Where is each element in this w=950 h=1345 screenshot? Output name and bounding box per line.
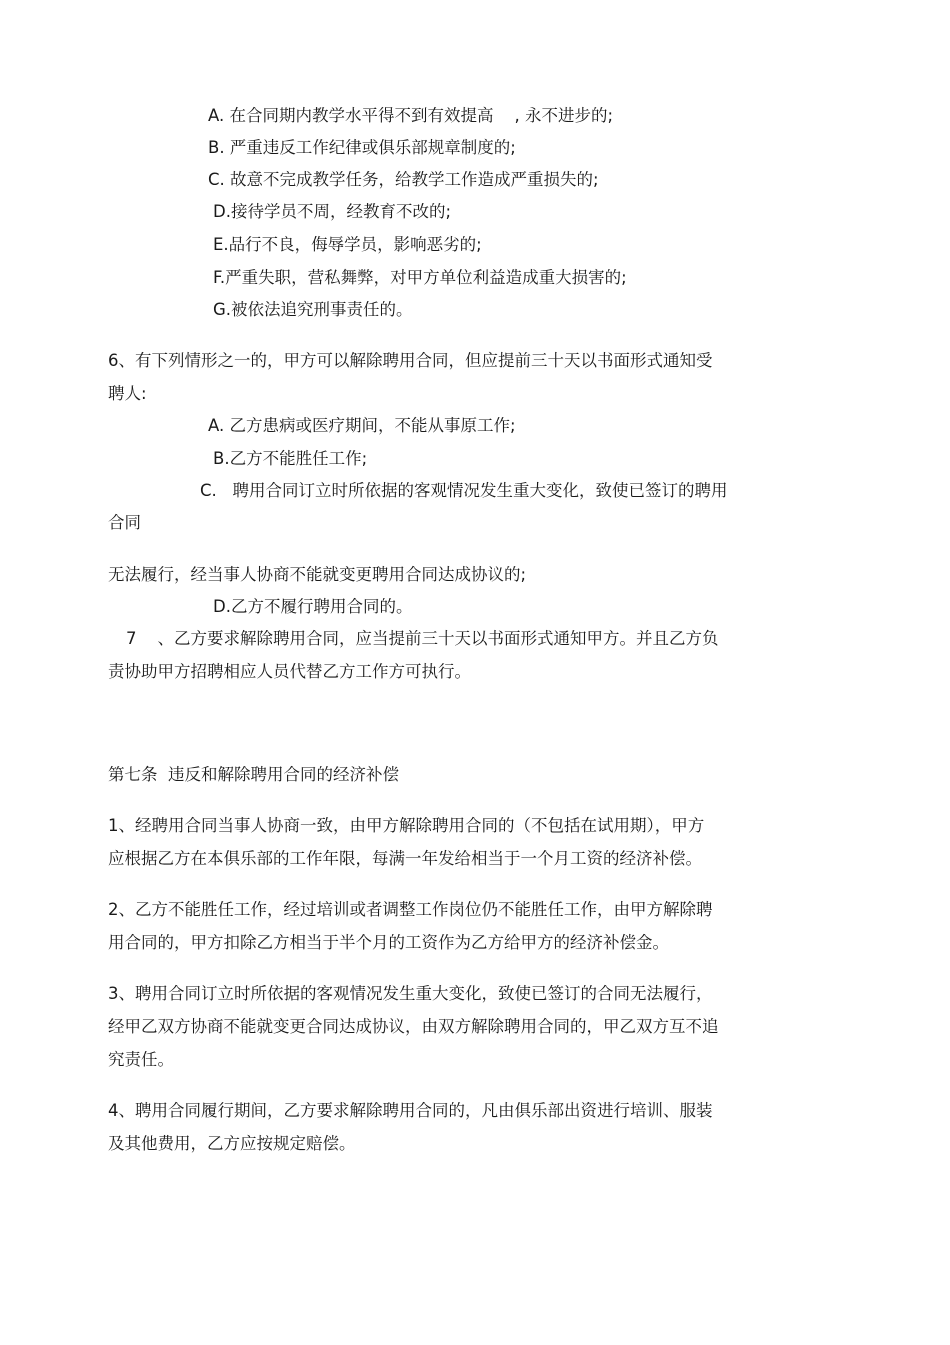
- paragraph-line: 无法履行，经当事人协商不能就变更聘用合同达成协议的;: [108, 565, 527, 584]
- list-item: B. 严重违反工作纪律或俱乐部规章制度的;: [208, 138, 516, 157]
- paragraph-line: 6、有下列情形之一的，甲方可以解除聘用合同，但应提前三十天以书面形式通知受: [108, 351, 713, 370]
- list-item: A. 乙方患病或医疗期间，不能从事原工作;: [208, 416, 516, 435]
- paragraph-line: 4、聘用合同履行期间，乙方要求解除聘用合同的，凡由俱乐部出资进行培训、服装: [108, 1101, 713, 1120]
- paragraph-line: 7 、乙方要求解除聘用合同，应当提前三十天以书面形式通知甲方。并且乙方负: [126, 629, 719, 648]
- list-item: G.被依法追究刑事责任的。: [213, 300, 413, 319]
- paragraph-line: 用合同的，甲方扣除乙方相当于半个月的工资作为乙方给甲方的经济补偿金。: [108, 933, 669, 952]
- list-item: B.乙方不能胜任工作;: [213, 449, 368, 468]
- list-item: D.接待学员不周，经教育不改的;: [213, 202, 452, 221]
- list-item: A. 在合同期内教学水平得不到有效提高 , 永不进步的;: [208, 106, 614, 125]
- list-item: C. 故意不完成教学任务，给教学工作造成严重损失的;: [208, 170, 599, 189]
- paragraph-line: 经甲乙双方协商不能就变更合同达成协议，由双方解除聘用合同的，甲乙双方互不追: [108, 1017, 719, 1036]
- paragraph-line: 责协助甲方招聘相应人员代替乙方工作方可执行。: [108, 662, 471, 681]
- list-item: D.乙方不履行聘用合同的。: [213, 597, 413, 616]
- list-item: C. 聘用合同订立时所依据的客观情况发生重大变化，致使已签订的聘用: [200, 481, 728, 500]
- paragraph-line: 2、乙方不能胜任工作，经过培训或者调整工作岗位仍不能胜任工作，由甲方解除聘: [108, 900, 713, 919]
- paragraph-line: 及其他费用，乙方应按规定赔偿。: [108, 1134, 356, 1153]
- article-heading: 第七条 违反和解除聘用合同的经济补偿: [108, 765, 399, 784]
- paragraph-line: 3、聘用合同订立时所依据的客观情况发生重大变化，致使已签订的合同无法履行，: [108, 984, 713, 1003]
- list-item: F.严重失职，营私舞弊，对甲方单位利益造成重大损害的;: [213, 268, 627, 287]
- paragraph-line: 究责任。: [108, 1050, 174, 1069]
- paragraph-line: 合同: [108, 513, 141, 532]
- paragraph-line: 应根据乙方在本俱乐部的工作年限，每满一年发给相当于一个月工资的经济补偿。: [108, 849, 702, 868]
- paragraph-line: 1、经聘用合同当事人协商一致，由甲方解除聘用合同的（不包括在试用期），甲方: [108, 816, 705, 835]
- paragraph-line: 聘人:: [108, 384, 147, 403]
- list-item: E.品行不良，侮辱学员，影响恶劣的;: [213, 235, 482, 254]
